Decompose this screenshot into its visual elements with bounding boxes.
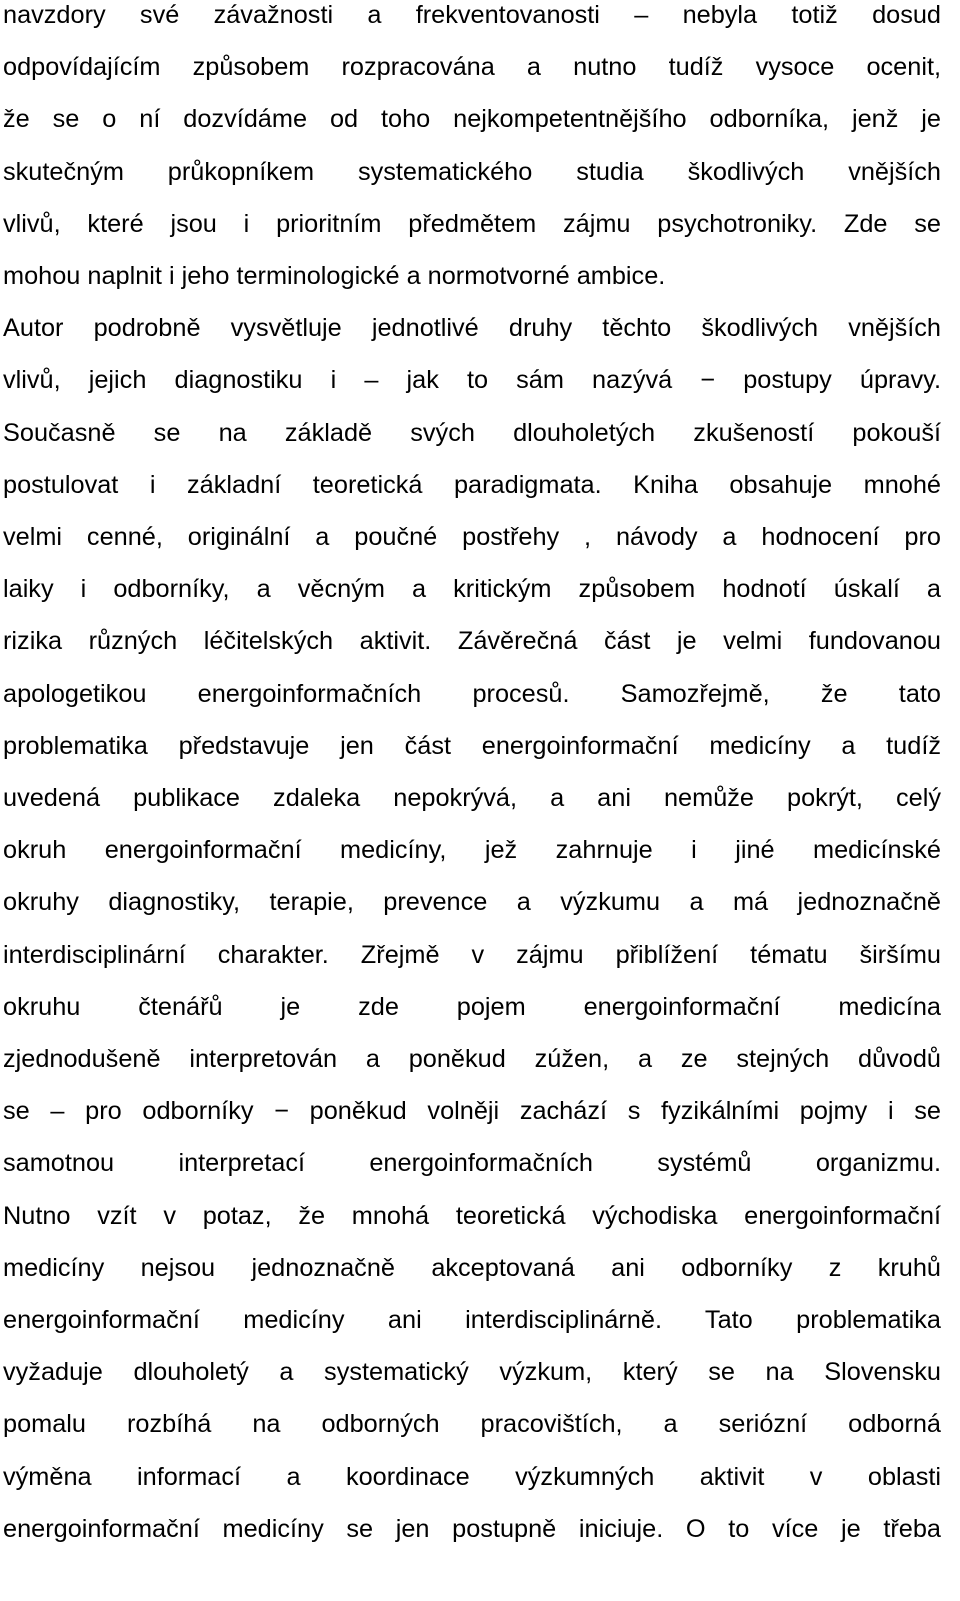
- text-line: Současně se na základě svých dlouholetých zkušeností pokouší: [3, 418, 941, 447]
- text-line: postulovat i základní teoretická paradigmata. Kniha obsahuje mnohé: [3, 470, 941, 499]
- text-line: interdisciplinární charakter. Zřejmě v zájmu přiblížení tématu širšímu: [3, 940, 941, 969]
- text-line: že se o ní dozvídáme od toho nejkompetentnějšího odborníka, jenž je: [3, 105, 941, 134]
- text-line: pomalu rozbíhá na odborných pracovištích, a seriózní odborná: [3, 1410, 941, 1439]
- paragraph-2: [3, 302, 941, 1555]
- text-line: uvedená publikace zdaleka nepokrývá, a ani nemůže pokrýt, celý: [3, 784, 941, 813]
- text-line: rizika různých léčitelských aktivit. Závěrečná část je velmi fundovanou: [3, 627, 941, 656]
- text-line: odpovídajícím způsobem rozpracována a nutno tudíž vysoce ocenit,: [3, 53, 941, 82]
- text-line: vlivů, jejich diagnostiku i – jak to sám nazývá − postupy úpravy.: [3, 366, 941, 395]
- text-line: výměna informací a koordinace výzkumných aktivit v oblasti: [3, 1462, 941, 1491]
- text-line: problematika představuje jen část energoinformační medicíny a tudíž: [3, 731, 941, 760]
- text-line: okruhu čtenářů je zde pojem energoinformační medicína: [3, 992, 941, 1021]
- text-line: navzdory své závažnosti a frekventovanosti – nebyla totiž dosud: [3, 1, 941, 29]
- text-line: zjednodušeně interpretován a poněkud zúžen, a ze stejných důvodů: [3, 1045, 941, 1074]
- text-line: mohou naplnit i jeho terminologické a normotvorné ambice.: [3, 262, 666, 291]
- text-line: energoinformační medicíny ani interdisciplinárně. Tato problematika: [3, 1306, 941, 1335]
- text-line: okruhy diagnostiky, terapie, prevence a výzkumu a má jednoznačně: [3, 888, 941, 917]
- text-line: apologetikou energoinformačních procesů. Samozřejmě, že tato: [3, 679, 941, 708]
- text-line: samotnou interpretací energoinformačních systémů organizmu.: [3, 1149, 941, 1178]
- text-line: se – pro odborníky − poněkud volněji zachází s fyzikálními pojmy i se: [3, 1097, 941, 1126]
- text-line: Autor podrobně vysvětluje jednotlivé druhy těchto škodlivých vnějších: [3, 314, 941, 343]
- text-line: vyžaduje dlouholetý a systematický výzkum, který se na Slovensku: [3, 1358, 941, 1387]
- document-page: [3, 0, 941, 1555]
- text-line: vlivů, které jsou i prioritním předmětem zájmu psychotroniky. Zde se: [3, 209, 941, 238]
- text-line: energoinformační medicíny se jen postupně iniciuje. O to více je třeba: [3, 1514, 941, 1543]
- text-line: skutečným průkopníkem systematického studia škodlivých vnějších: [3, 157, 941, 186]
- text-line: Nutno vzít v potaz, že mnohá teoretická východiska energoinformační: [3, 1201, 941, 1230]
- paragraph-1: [3, 0, 941, 302]
- text-line: velmi cenné, originální a poučné postřehy , návody a hodnocení pro: [3, 523, 941, 552]
- text-line: laiky i odborníky, a věcným a kritickým způsobem hodnotí úskalí a: [3, 575, 941, 604]
- text-line: okruh energoinformační medicíny, jež zahrnuje i jiné medicínské: [3, 836, 941, 865]
- text-line: medicíny nejsou jednoznačně akceptovaná ani odborníky z kruhů: [3, 1253, 941, 1282]
